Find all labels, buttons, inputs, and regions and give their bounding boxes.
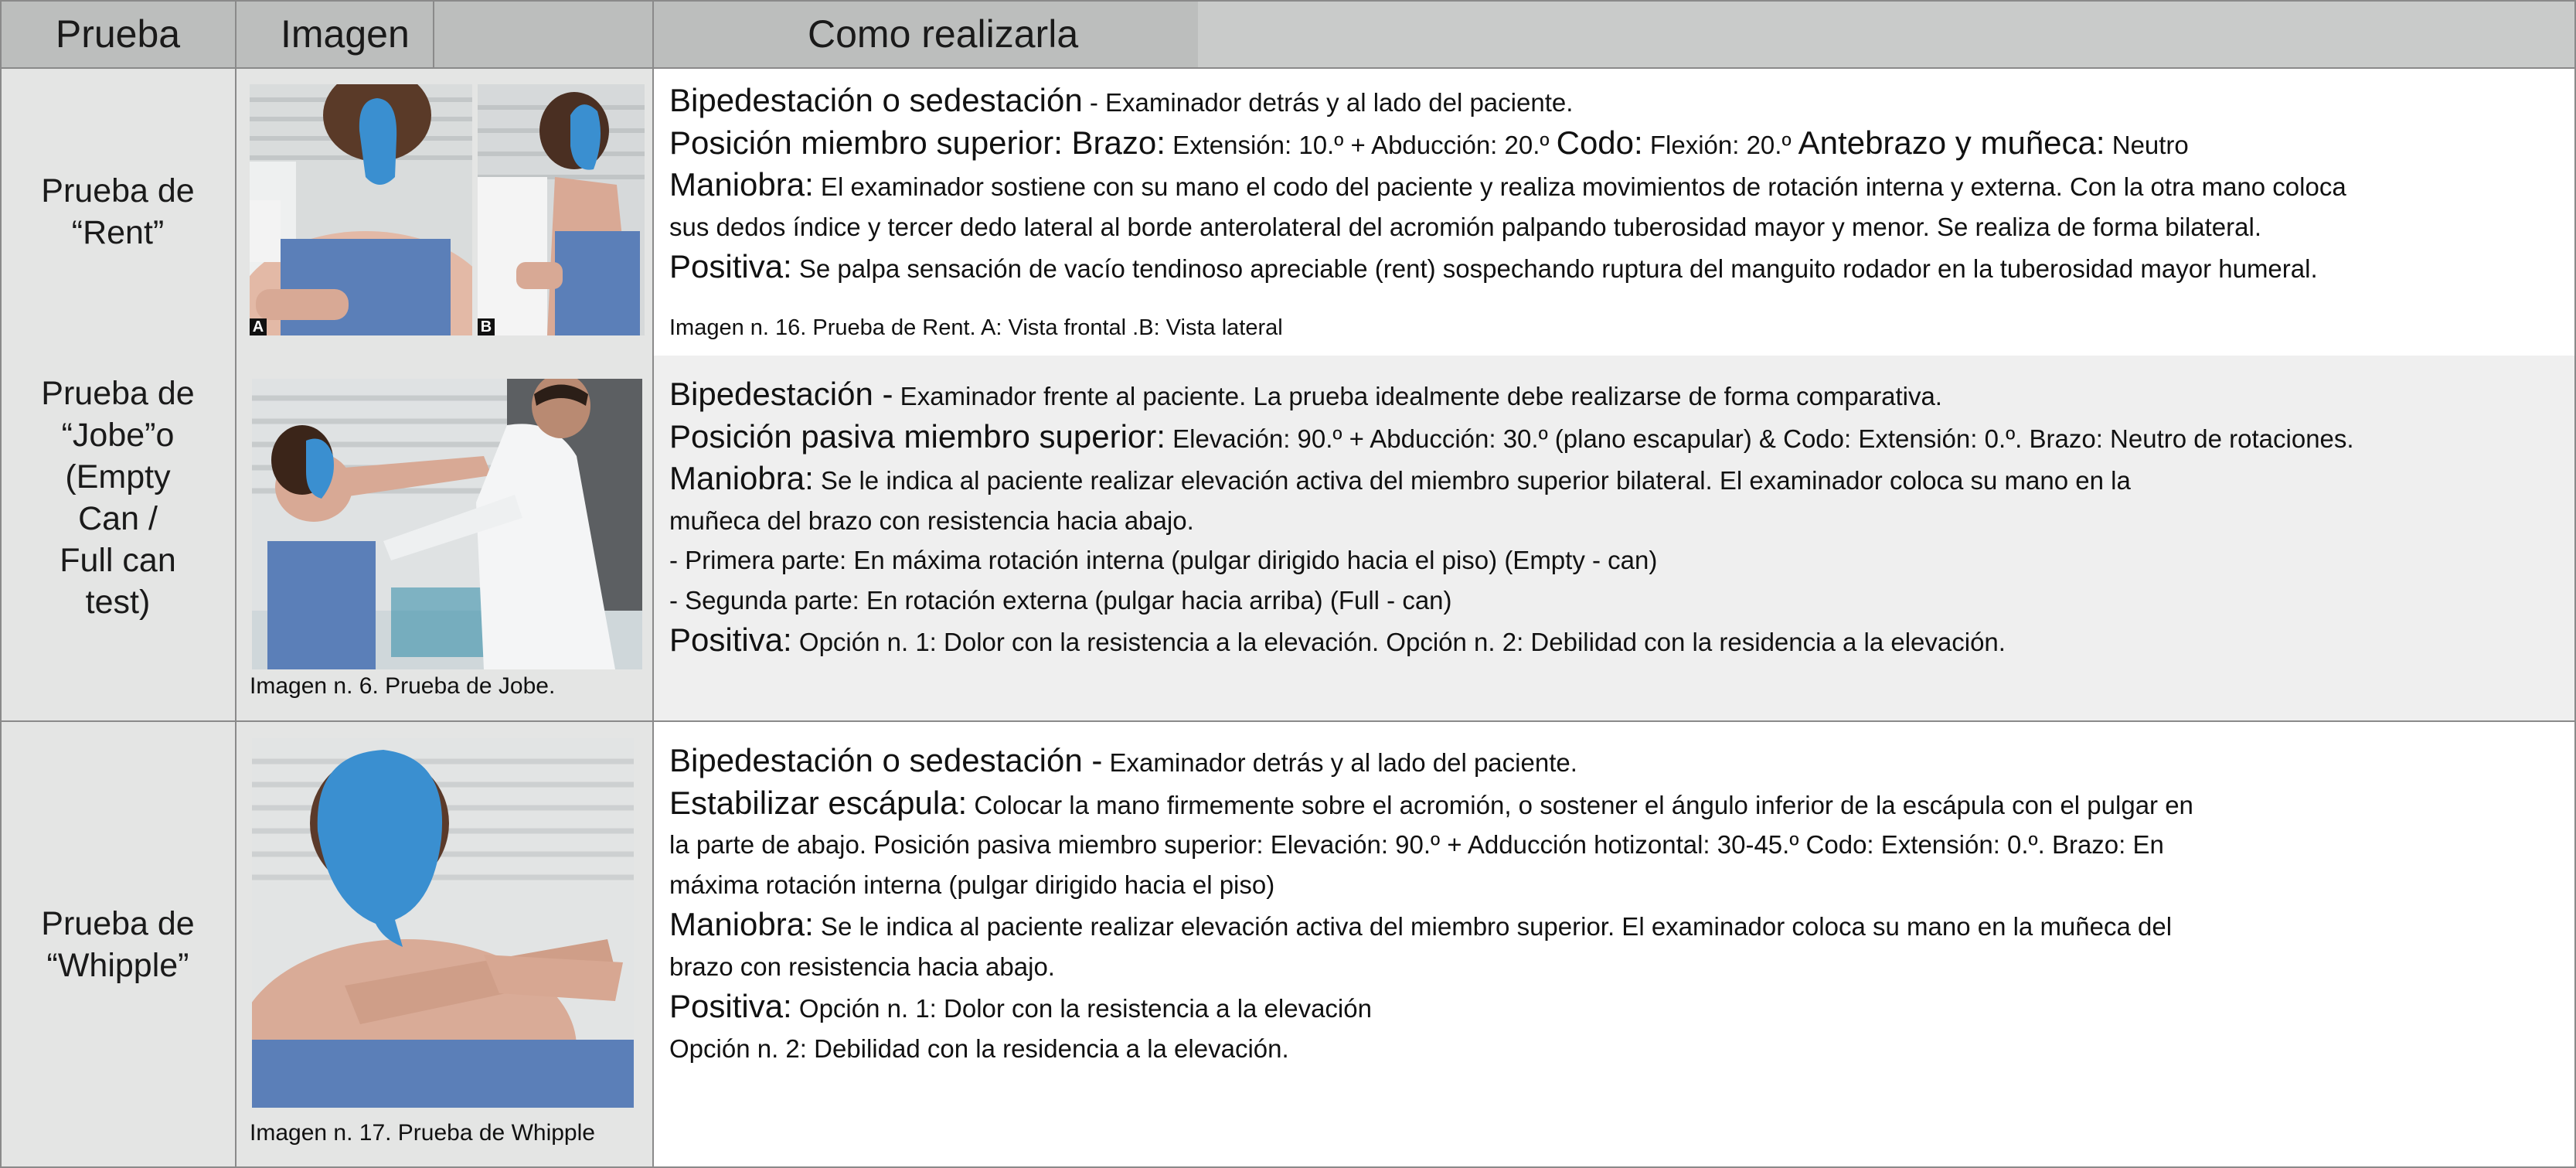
rent-line-4	[669, 207, 2563, 247]
rent-positiva-heading: Positiva:	[669, 248, 792, 284]
row-whipple-label	[0, 721, 236, 1168]
whipple-line-5	[669, 904, 2563, 947]
jobe-line-4	[669, 501, 2563, 541]
row-whipple-description	[669, 741, 2563, 1068]
jobe-line-6	[669, 581, 2563, 621]
grid-col2	[652, 0, 654, 1168]
rent-line-1	[669, 80, 2563, 123]
jobe-maniobra-heading: Maniobra:	[669, 460, 814, 496]
grid-top	[0, 0, 2576, 2]
whipple-posicion-text: la parte de abajo. Posición pasiva miembro superior: Elevación: 90.º + Adducción hotizontal: 30-45.º Codo: Extensión: 0.º. Brazo: En	[669, 830, 2164, 859]
whipple-line-3	[669, 825, 2563, 865]
whipple-maniobra-heading: Maniobra:	[669, 906, 814, 942]
row-rent-title: Prueba de “Rent”	[41, 172, 195, 251]
jobe-maniobra-text-cont: muñeca del brazo con resistencia hacia abajo.	[669, 506, 1194, 535]
grid-header-sub	[433, 0, 434, 68]
header-imagen-label: Imagen	[281, 12, 410, 56]
jobe-positiva-heading: Positiva:	[669, 621, 792, 658]
rent-panel-a-tag: A	[250, 318, 267, 335]
jobe-line-3	[669, 458, 2563, 501]
jobe-posicion-text: Elevación: 90.º + Abducción: 30.º (plano escapular) & Codo: Extensión: 0.º. Brazo: Neutro de rotaciones.	[1165, 424, 2354, 453]
header-col-prueba	[0, 0, 236, 68]
rent-antebrazo-heading: Antebrazo y muñeca:	[1798, 124, 2105, 161]
jobe-photo	[252, 379, 642, 669]
whipple-positiva-heading: Positiva:	[669, 988, 792, 1024]
rent-maniobra-heading: Maniobra:	[669, 166, 814, 203]
rent-maniobra-text: El examinador sostiene con su mano el codo del paciente y realiza movimientos de rotación interna y externa. Con la otra mano coloca	[813, 172, 2346, 201]
whipple-line-8	[669, 1029, 2563, 1069]
whipple-positiva-text: Opción n. 1: Dolor con la resistencia a la elevación	[791, 994, 1372, 1023]
jobe-positiva-text: Opción n. 1: Dolor con la resistencia a la elevación. Opción n. 2: Debilidad con la residencia a la elevación.	[791, 628, 2006, 656]
whipple-opcion-2: Opción n. 2: Debilidad con la residencia a la elevación.	[669, 1033, 1289, 1063]
whipple-line-7	[669, 986, 2563, 1029]
whipple-maniobra-text: Se le indica al paciente realizar elevación activa del miembro superior. El examinador coloca su mano en la muñeca del	[813, 912, 2173, 941]
rent-photo-lateral	[478, 84, 645, 335]
jobe-line-7	[669, 620, 2563, 662]
whipple-image-caption: Imagen n. 17. Prueba de Whipple	[250, 1120, 595, 1146]
whipple-line-6	[669, 947, 2563, 987]
jobe-bipedestacion-heading: Bipedestación -	[669, 376, 893, 412]
rent-line-5	[669, 247, 2563, 289]
rent-maniobra-text-cont: sus dedos índice y tercer dedo lateral al borde anterolateral del acromión palpando tuberosidad mayor y menor. Se realiza de forma bilateral.	[669, 212, 2262, 241]
jobe-line-1	[669, 374, 2563, 417]
header-light-band	[1198, 0, 2576, 68]
rent-posicion-heading: Posición miembro superior: Brazo:	[669, 124, 1165, 161]
rent-antebrazo-text: Neutro	[2105, 130, 2189, 159]
whipple-estabilizar-text: Colocar la mano firmemente sobre el acromión, o sostener el ángulo inferior de la escápula con el pulgar en	[967, 790, 2193, 819]
row-rent-label	[0, 68, 236, 356]
whipple-line-2	[669, 783, 2563, 826]
rent-positiva-text: Se palpa sensación de vacío tendinoso apreciable (rent) sospechando ruptura del manguito rodador en la tuberosidad mayor humeral.	[791, 254, 2318, 283]
row-rent-description	[669, 80, 2563, 289]
rent-bipedestacion-heading: Bipedestación o sedestación	[669, 82, 1083, 118]
header-col-imagen	[236, 0, 653, 68]
whipple-posicion-text-cont: máxima rotación interna (pulgar dirigido hacia el piso)	[669, 870, 1275, 899]
rent-line-2	[669, 123, 2563, 165]
whipple-bipedestacion-heading: Bipedestación o sedestación -	[669, 742, 1103, 778]
rent-line-3	[669, 165, 2563, 207]
grid-left	[0, 0, 2, 1168]
jobe-bipedestacion-text: Examinador frente al paciente. La prueba idealmente debe realizarse de forma comparativa.	[893, 382, 1942, 410]
rent-panel-b-tag: B	[478, 318, 495, 335]
header-como-label: Como realizarla	[808, 12, 1079, 56]
whipple-line-4	[669, 865, 2563, 905]
rent-photo-frontal	[250, 84, 472, 335]
jobe-maniobra-text: Se le indica al paciente realizar elevación activa del miembro superior bilateral. El examinador coloca su mano en la	[813, 466, 2131, 495]
jobe-primera-parte: - Primera parte: En máxima rotación interna (pulgar dirigido hacia el piso) (Empty - can)	[669, 546, 1658, 574]
row-jobe-label	[0, 356, 236, 721]
whipple-bipedestacion-text: Examinador detrás y al lado del paciente.	[1102, 748, 1577, 777]
rent-bipedestacion-text: - Examinador detrás y al lado del paciente.	[1082, 88, 1574, 117]
row-jobe-description	[669, 374, 2563, 662]
whipple-photo	[252, 738, 634, 1108]
grid-col1	[235, 0, 237, 1168]
jobe-image-caption: Imagen n. 6. Prueba de Jobe.	[250, 673, 556, 699]
jobe-posicion-heading: Posición pasiva miembro superior:	[669, 417, 1165, 455]
grid-row2-bottom	[0, 720, 2576, 722]
row-whipple-title: Prueba de “Whipple”	[41, 905, 195, 984]
whipple-estabilizar-heading: Estabilizar escápula:	[669, 784, 968, 821]
rent-image-caption: Imagen n. 16. Prueba de Rent. A: Vista frontal .B: Vista lateral	[669, 315, 1283, 340]
jobe-segunda-parte: - Segunda parte: En rotación externa (pulgar hacia arriba) (Full - can)	[669, 585, 1452, 615]
row-jobe-title: Prueba de “Jobe”o (Empty Can / Full can test)	[41, 375, 195, 621]
rent-codo-text: Flexión: 20.º	[1642, 130, 1798, 159]
grid-header-bottom	[0, 67, 2576, 69]
whipple-maniobra-text-cont: brazo con resistencia hacia abajo.	[669, 952, 1055, 981]
rent-posicion-text: Extensión: 10.º + Abducción: 20.º	[1165, 130, 1557, 159]
jobe-line-5	[669, 540, 2563, 581]
jobe-line-2	[669, 417, 2563, 459]
rent-codo-heading: Codo:	[1556, 124, 1643, 161]
whipple-line-1	[669, 741, 2563, 783]
header-prueba-label: Prueba	[55, 12, 181, 56]
